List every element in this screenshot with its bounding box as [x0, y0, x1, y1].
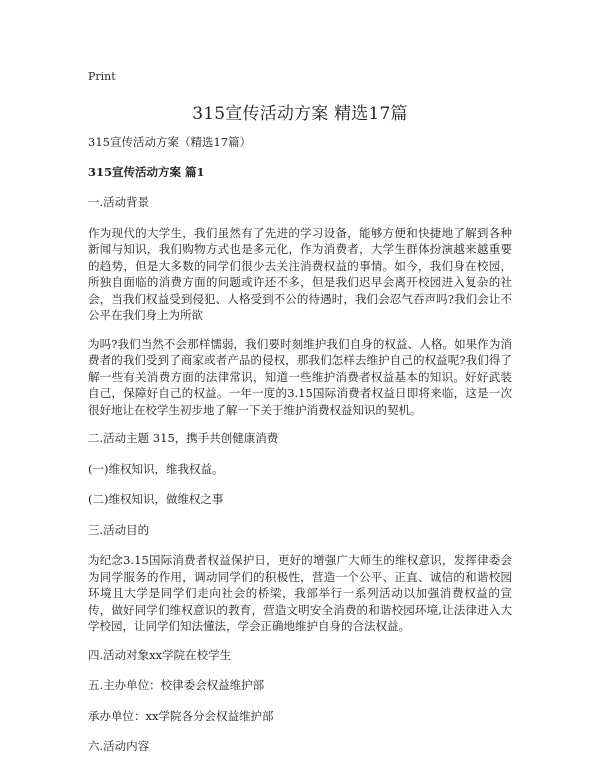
paragraph-background-2: 为吗?我们当然不会那样懦弱，我们要时刻维护我们自身的权益、人格。如果作为消费者的我们受到了商家或者产品的侵权，那我们怎样去维护自己的权益呢?我们得了解一些有关消费方面的法律常识，知道一些维护消费者权益基本的知识。好好武装自己，保障好自己的权益。一年一度的3.15国际消费者权益日即将来临，这是一次很好地让在校学生初步地了解一下关于维护消费权益知识的契机。: [88, 336, 512, 417]
theme-item-1: (一)维权知识，维我权益。: [88, 461, 224, 476]
section-title: 315宣传活动方案 篇1: [88, 165, 205, 179]
paragraph-background-1: 作为现代的大学生，我们虽然有了先进的学习设备，能够方便和快捷地了解到各种新闻与知识，我们购物方式也是多元化，作为消费者，大学生群体扮演越来越重要的趋势，但是大多数的同学们很少去关注消费权益的事情。如今，我们身在校园，所独自面临的消费方面的问题或许还不多，但是我们迟早会离开校园进入复杂的社会，当我们权益受到侵犯、人格受到不公的待遇时，我们会忍气吞声吗?我们会让不公平在我们身上为所欲: [88, 225, 512, 322]
co-organizer-line: 承办单位：xx学院各分会权益维护部: [88, 708, 274, 723]
section-heading-content: 六.活动内容: [88, 739, 150, 753]
section-heading-audience: 四.活动对象xx学院在校学生: [88, 647, 232, 662]
document-title: 315宣传活动方案 精选17篇: [192, 104, 408, 124]
section-heading-purpose: 三.活动目的: [88, 522, 150, 537]
paragraph-purpose: 为纪念3.15国际消费者权益保护日，更好的增强广大师生的维权意识，发挥律委会为同学服务的作用，调动同学们的积极性，营造一个公平、正直、诚信的和谐校园环境且大学是同学们走向社会的桥梁，我部举行一系列活动以加强消费权益的宣传，做好同学们维权意识的教育，营造文明安全消费的和谐校园环境,让法律进入大学校园，让同学们知法懂法，学会正确地维护自身的合法权益。: [88, 553, 512, 633]
theme-item-2: (二)维权知识，做维权之事: [88, 492, 224, 506]
section-heading-background: 一.活动背景: [88, 195, 150, 209]
section-heading-organizer: 五.主办单位：校律委会权益维护部: [88, 678, 265, 692]
print-label: Print: [88, 70, 116, 83]
section-heading-theme: 二.活动主题 315，携手共创健康消费: [88, 431, 279, 445]
document-subtitle: 315宣传活动方案（精选17篇）: [88, 135, 252, 149]
